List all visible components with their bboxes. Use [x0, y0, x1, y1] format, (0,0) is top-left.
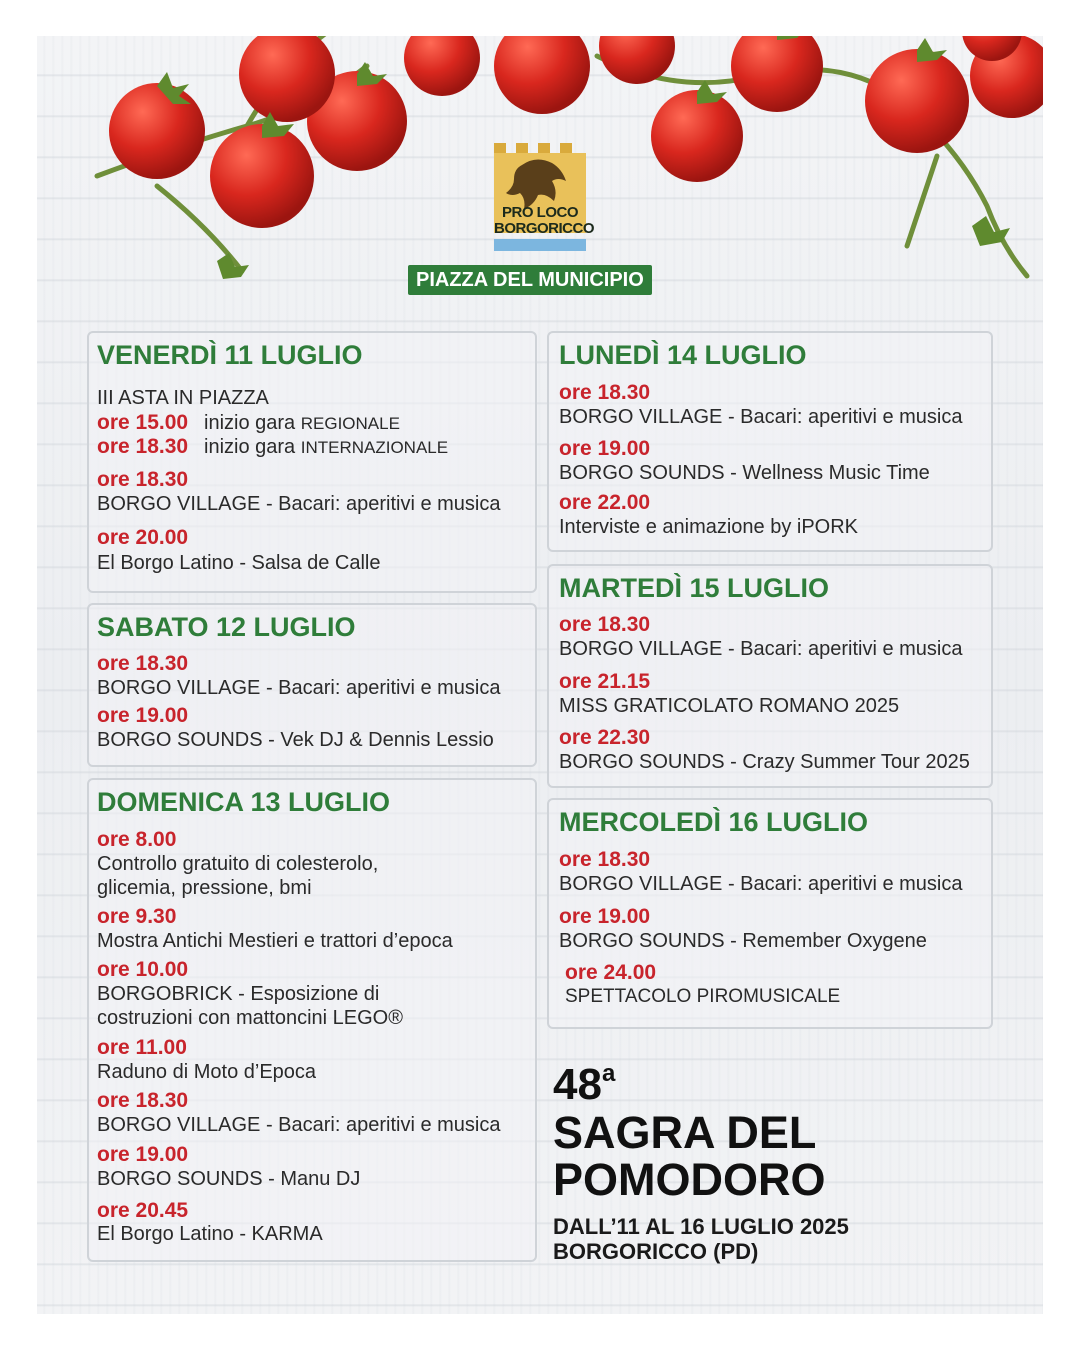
- edition-value: 48: [553, 1060, 602, 1109]
- event-text: El Borgo Latino - Salsa de Calle: [97, 552, 381, 574]
- event-text: [204, 412, 400, 435]
- event-text: BORGO VILLAGE - Bacari: aperitivi e musica: [559, 406, 963, 428]
- day-title-sunday: DOMENICA 13 LUGLIO: [97, 787, 391, 817]
- event-text: BORGO VILLAGE - Bacari: aperitivi e musica: [559, 638, 963, 660]
- event-text-main: inizio gara: [204, 412, 296, 434]
- event-text: BORGO SOUNDS - Remember Oxygene: [559, 930, 927, 952]
- event-time: ore 24.00: [565, 961, 657, 984]
- event-time: ore 19.00: [559, 905, 651, 928]
- event-text: El Borgo Latino - KARMA: [97, 1223, 323, 1245]
- event-text: [204, 436, 448, 459]
- logo-line-1: PRO LOCO: [501, 204, 578, 221]
- event-text-note: INTERNAZIONALE: [300, 438, 449, 457]
- event-time: ore 22.30: [559, 726, 651, 749]
- event-time: ore 18.30: [97, 1089, 189, 1112]
- event-text: BORGO VILLAGE - Bacari: aperitivi e musica: [97, 493, 501, 515]
- event-time: ore 15.00: [97, 411, 189, 434]
- event-text: BORGO VILLAGE - Bacari: aperitivi e musica: [559, 873, 963, 895]
- event-text: BORGO VILLAGE - Bacari: aperitivi e musica: [97, 1114, 501, 1136]
- festival-title-line2: POMODORO: [553, 1154, 826, 1205]
- event-time: ore 22.00: [559, 491, 651, 514]
- event-time: ore 18.30: [559, 381, 651, 404]
- event-text: Raduno di Moto d’Epoca: [97, 1061, 317, 1083]
- festival-dates: DALL’11 AL 16 LUGLIO 2025: [553, 1214, 849, 1239]
- event-time: ore 18.30: [97, 652, 189, 675]
- event-time: ore 18.30: [559, 613, 651, 636]
- event-text: SPETTACOLO PIROMUSICALE: [565, 986, 841, 1007]
- edition-number: [553, 1062, 615, 1107]
- event-text: BORGO SOUNDS - Crazy Summer Tour 2025: [559, 751, 970, 773]
- event-text: BORGO SOUNDS - Wellness Music Time: [559, 462, 930, 484]
- day-title-tuesday: MARTEDÌ 15 LUGLIO: [559, 573, 830, 603]
- event-time: ore 19.00: [559, 437, 651, 460]
- event-time: ore 8.00: [97, 828, 177, 851]
- logo-line-2: BORGORICCO: [494, 220, 594, 237]
- event-time: ore 18.30: [559, 848, 651, 871]
- event-time: ore 19.00: [97, 704, 189, 727]
- event-time: ore 11.00: [97, 1036, 187, 1059]
- event-intro: III ASTA IN PIAZZA: [97, 387, 269, 409]
- event-text: Interviste e animazione by iPORK: [559, 516, 859, 538]
- event-text: Mostra Antichi Mestieri e trattori d’epoca: [97, 930, 453, 952]
- event-time: ore 21.15: [559, 670, 651, 693]
- event-text: BORGO VILLAGE - Bacari: aperitivi e musica: [97, 677, 501, 699]
- poster: [37, 36, 1043, 1314]
- edition-suffix: a: [601, 1060, 616, 1087]
- event-time: ore 19.00: [97, 1143, 189, 1166]
- festival-title-line1: SAGRA DEL: [553, 1107, 817, 1158]
- event-text: Controllo gratuito di colesterolo,: [97, 853, 379, 875]
- event-text: BORGO SOUNDS - Manu DJ: [97, 1168, 361, 1190]
- event-text-cont: costruzioni con mattoncini LEGO®: [97, 1007, 403, 1029]
- event-text-cont: glicemia, pressione, bmi: [97, 877, 312, 899]
- event-time: ore 18.30: [97, 435, 189, 458]
- day-title-wednesday: MERCOLEDÌ 16 LUGLIO: [559, 807, 869, 837]
- day-title-friday: VENERDÌ 11 LUGLIO: [97, 340, 363, 370]
- event-time: ore 18.30: [97, 468, 189, 491]
- event-text-note: REGIONALE: [300, 414, 400, 433]
- day-title-monday: LUNEDÌ 14 LUGLIO: [559, 340, 807, 370]
- event-time: ore 20.45: [97, 1199, 189, 1222]
- day-title-saturday: SABATO 12 LUGLIO: [97, 612, 356, 642]
- festival-place: BORGORICCO (PD): [553, 1239, 759, 1264]
- pro-loco-logo: [494, 143, 594, 251]
- event-text: BORGOBRICK - Esposizione di: [97, 983, 380, 1005]
- event-time: ore 20.00: [97, 526, 189, 549]
- event-time: ore 10.00: [97, 958, 189, 981]
- event-text-main: inizio gara: [204, 436, 296, 458]
- event-text: BORGO SOUNDS - Vek DJ & Dennis Lessio: [97, 729, 494, 751]
- location-badge: PIAZZA DEL MUNICIPIO: [408, 265, 652, 295]
- event-time: ore 9.30: [97, 905, 177, 928]
- event-text: MISS GRATICOLATO ROMANO 2025: [559, 695, 900, 717]
